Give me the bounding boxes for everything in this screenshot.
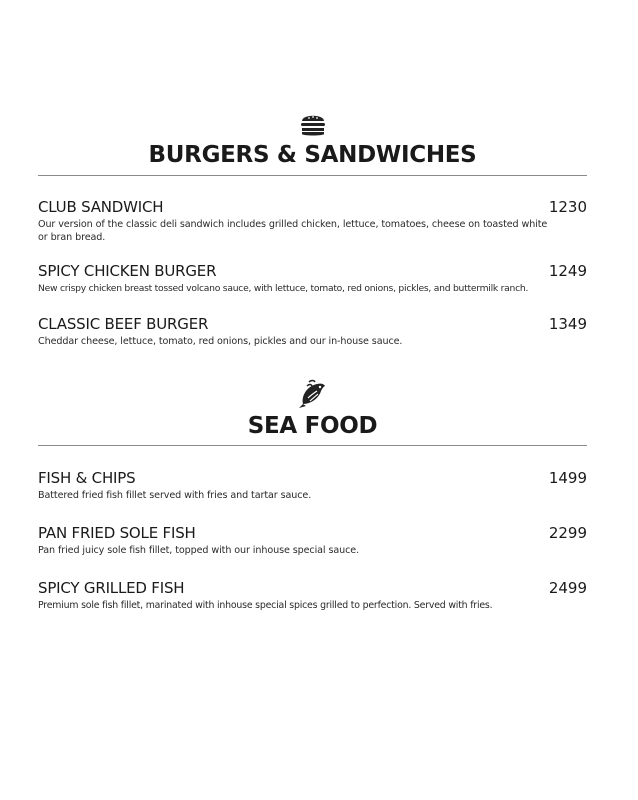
item-price: 1499 xyxy=(548,469,587,487)
menu-item xyxy=(38,524,587,579)
section-title: BURGERS & SANDWICHES xyxy=(148,142,477,168)
section-divider xyxy=(38,175,587,176)
menu-item xyxy=(38,469,587,524)
burger-icon xyxy=(299,110,327,138)
section-title: SEA FOOD xyxy=(247,413,378,439)
menu-item xyxy=(38,198,587,262)
item-price: 1230 xyxy=(548,198,587,216)
item-price: 2499 xyxy=(548,579,587,597)
item-name: FISH & CHIPS xyxy=(38,469,136,487)
item-name: PAN FRIED SOLE FISH xyxy=(38,524,196,542)
menu-items xyxy=(38,198,587,355)
fish-icon xyxy=(297,378,329,410)
item-name: SPICY CHICKEN BURGER xyxy=(38,262,217,280)
item-name: SPICY GRILLED FISH xyxy=(38,579,185,597)
menu-items xyxy=(38,469,587,619)
item-price: 1349 xyxy=(548,315,587,333)
menu-item xyxy=(38,262,587,315)
item-description: Our version of the classic deli sandwich includes grilled chicken, lettuce, tomatoes, cheese on toasted white or bran bread. xyxy=(38,219,548,243)
section-divider xyxy=(38,445,587,446)
item-description: New crispy chicken breast tossed volcano sauce, with lettuce, tomato, red onions, pickles, and buttermilk ranch. xyxy=(38,283,529,294)
menu-item xyxy=(38,579,587,619)
item-description: Premium sole fish fillet, marinated with inhouse special spices grilled to perfection. Served with fries. xyxy=(38,600,493,611)
item-price: 2299 xyxy=(548,524,587,542)
item-description: Pan fried juicy sole fish fillet, topped with our inhouse special sauce. xyxy=(38,545,360,556)
item-price: 1249 xyxy=(548,262,587,280)
menu-item xyxy=(38,315,587,355)
item-description: Cheddar cheese, lettuce, tomato, red onions, pickles and our in-house sauce. xyxy=(38,336,403,347)
item-name: CLUB SANDWICH xyxy=(38,198,164,216)
item-name: CLASSIC BEEF BURGER xyxy=(38,315,209,333)
item-description: Battered fried fish fillet served with fries and tartar sauce. xyxy=(38,490,312,501)
